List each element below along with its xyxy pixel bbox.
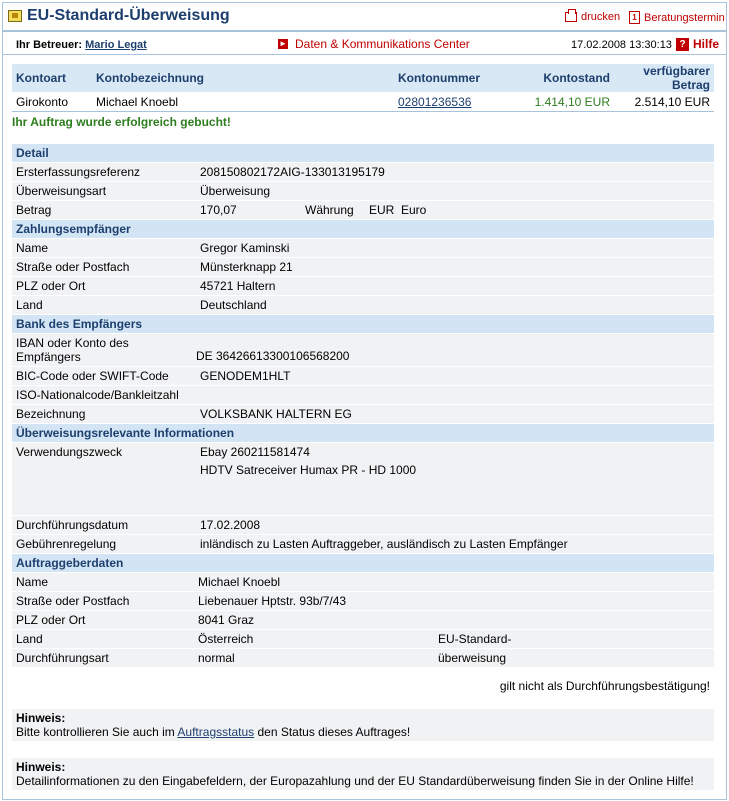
arrow-right-icon: ► [279, 39, 287, 48]
hint-status [12, 709, 714, 741]
value-recipient-city: 45721 Haltern [200, 279, 276, 293]
advisor-prefix: Ihr Betreuer: [16, 39, 83, 51]
value-exec-date: 17.02.2008 [200, 518, 261, 532]
print-link[interactable] [565, 11, 620, 23]
account-name: Michael Knoebl [92, 92, 394, 112]
label-fees: Gebührenregelung [16, 537, 117, 551]
row-recipient-city [12, 277, 714, 296]
section-transfer-info: Überweisungsrelevante Informationen [12, 424, 714, 443]
label-recipient-street: Straße oder Postfach [16, 260, 130, 274]
row-orderer-city [12, 611, 714, 630]
row-fees [12, 535, 714, 554]
section-bank: Bank des Empfängers [12, 315, 714, 334]
page-title: EU-Standard-Überweisung [27, 7, 230, 24]
hint-status-before: Bitte kontrollieren Sie auch im [16, 725, 178, 739]
label-orderer-name: Name [16, 575, 49, 589]
account-available: 2.514,10 EUR [614, 92, 714, 112]
exec-type-line-1: EU-Standard- [438, 632, 512, 646]
row-purpose [12, 443, 714, 516]
account-table [12, 64, 714, 112]
row-exec-date [12, 516, 714, 535]
label-exec-date: Durchführungsdatum [16, 518, 129, 532]
advisor-link[interactable]: Mario Legat [85, 39, 147, 51]
row-exec-type [12, 649, 714, 668]
label-iban: IBAN oder Konto des Empfängers [16, 336, 129, 364]
value-bank-name: VOLKSBANK HALTERN EG [200, 407, 352, 421]
value-orderer-name: Michael Knoebl [198, 575, 281, 589]
help-icon: ? [676, 38, 689, 51]
exec-type-line-2: überweisung [438, 651, 507, 665]
col-balance: Kontostand [506, 64, 614, 92]
help-link[interactable] [676, 37, 719, 51]
value-iban: DE 36426613300106568200 [196, 349, 350, 363]
row-bank-name [12, 405, 714, 424]
label-reference: Ersterfassungsreferenz [16, 165, 141, 179]
row-recipient-street [12, 258, 714, 277]
label-orderer-city: PLZ oder Ort [16, 613, 86, 627]
label-recipient-name: Name [16, 241, 49, 255]
label-transfer-type: Überweisungsart [16, 184, 107, 198]
row-reference [12, 163, 714, 182]
appointment-label: Beratungstermin [644, 11, 725, 24]
label-recipient-city: PLZ oder Ort [16, 279, 86, 293]
print-label: drucken [581, 11, 621, 23]
datetime: 17.02.2008 13:30:13 [571, 39, 672, 51]
appointment-link[interactable] [629, 11, 725, 24]
label-bic: BIC-Code oder SWIFT-Code [16, 369, 169, 383]
label-amount: Betrag [16, 203, 52, 217]
hint-status-title: Hinweis: [16, 711, 66, 725]
transfer-form-icon [8, 10, 22, 22]
details-panel [12, 144, 714, 668]
notice-text: gilt nicht als Durchführungsbestätigung! [499, 679, 710, 693]
label-iso: ISO-Nationalcode/Bankleitzahl [16, 388, 179, 402]
value-exec-type: normal [198, 651, 235, 665]
value-fees: inländisch zu Lasten Auftraggeber, ausländisch zu Lasten Empfänger [200, 537, 568, 551]
section-detail: Detail [12, 144, 714, 163]
advisor [16, 39, 147, 51]
hint-help-text: Detailinformationen zu den Eingabefeldern, der Europazahlung und der EU Standardüberweisung finden Sie in der Online Hilfe! [16, 774, 694, 788]
row-orderer-country [12, 630, 714, 649]
col-account-type: Kontoart [12, 64, 92, 92]
account-balance: 1.414,10 EUR [506, 92, 614, 112]
account-number-link[interactable]: 02801236536 [398, 94, 472, 109]
purpose-line-1: Ebay 260211581474 [200, 445, 310, 459]
row-orderer-name [12, 573, 714, 592]
value-orderer-country: Österreich [198, 632, 254, 646]
row-transfer-type [12, 182, 714, 201]
row-iso [12, 386, 714, 405]
subheader [3, 34, 726, 55]
row-iban [12, 334, 714, 367]
row-bic [12, 367, 714, 386]
section-orderer: Auftraggeberdaten [12, 554, 714, 573]
value-purpose [200, 443, 714, 515]
order-status-link[interactable]: Auftragsstatus [177, 725, 255, 739]
account-table-header [12, 64, 714, 92]
dkc-label: Daten & Kommunikations Center [295, 37, 470, 51]
dkc-link[interactable] [278, 37, 470, 51]
label-orderer-street: Straße oder Postfach [16, 594, 130, 608]
value-recipient-name: Gregor Kaminski [200, 241, 290, 255]
hint-help-title: Hinweis: [16, 760, 66, 774]
col-account-number: Kontonummer [394, 64, 506, 92]
value-recipient-country: Deutschland [200, 298, 267, 312]
hint-status-after: den Status dieses Auftrages! [254, 725, 411, 739]
value-orderer-city: 8041 Graz [198, 613, 255, 627]
label-purpose: Verwendungszweck [16, 445, 123, 459]
calendar-icon: 1 [629, 11, 640, 24]
value-amount: 170,07 [200, 203, 237, 217]
purpose-line-2: HDTV Satreceiver Humax PR - HD 1000 [200, 463, 417, 477]
label-bank-name: Bezeichnung [16, 407, 86, 421]
title-bar [3, 3, 726, 32]
help-label: Hilfe [693, 37, 720, 51]
row-recipient-name [12, 239, 714, 258]
value-reference: 208150802172AIG-133013195179 [200, 165, 385, 179]
printer-icon [565, 12, 577, 22]
value-recipient-street: Münsterknapp 21 [200, 260, 293, 274]
label-exec-type: Durchführungsart [16, 651, 109, 665]
account-type: Girokonto [12, 92, 92, 112]
label-currency: Währung [305, 203, 354, 217]
value-bic: GENODEM1HLT [200, 369, 291, 383]
success-message: Ihr Auftrag wurde erfolgreich gebucht! [12, 115, 231, 129]
value-transfer-type: Überweisung [200, 184, 271, 198]
col-available: verfügbarer Betrag [614, 64, 714, 92]
label-recipient-country: Land [16, 298, 43, 312]
row-recipient-country [12, 296, 714, 315]
table-row [12, 92, 714, 112]
value-orderer-street: Liebenauer Hptstr. 93b/7/43 [198, 594, 347, 608]
section-recipient: Zahlungsempfänger [12, 220, 714, 239]
value-iso [200, 386, 714, 404]
hint-help [12, 758, 714, 790]
row-orderer-street [12, 592, 714, 611]
label-orderer-country: Land [16, 632, 43, 646]
col-account-name: Kontobezeichnung [92, 64, 394, 92]
value-currency: EUR Euro [369, 203, 427, 217]
row-amount [12, 201, 714, 220]
